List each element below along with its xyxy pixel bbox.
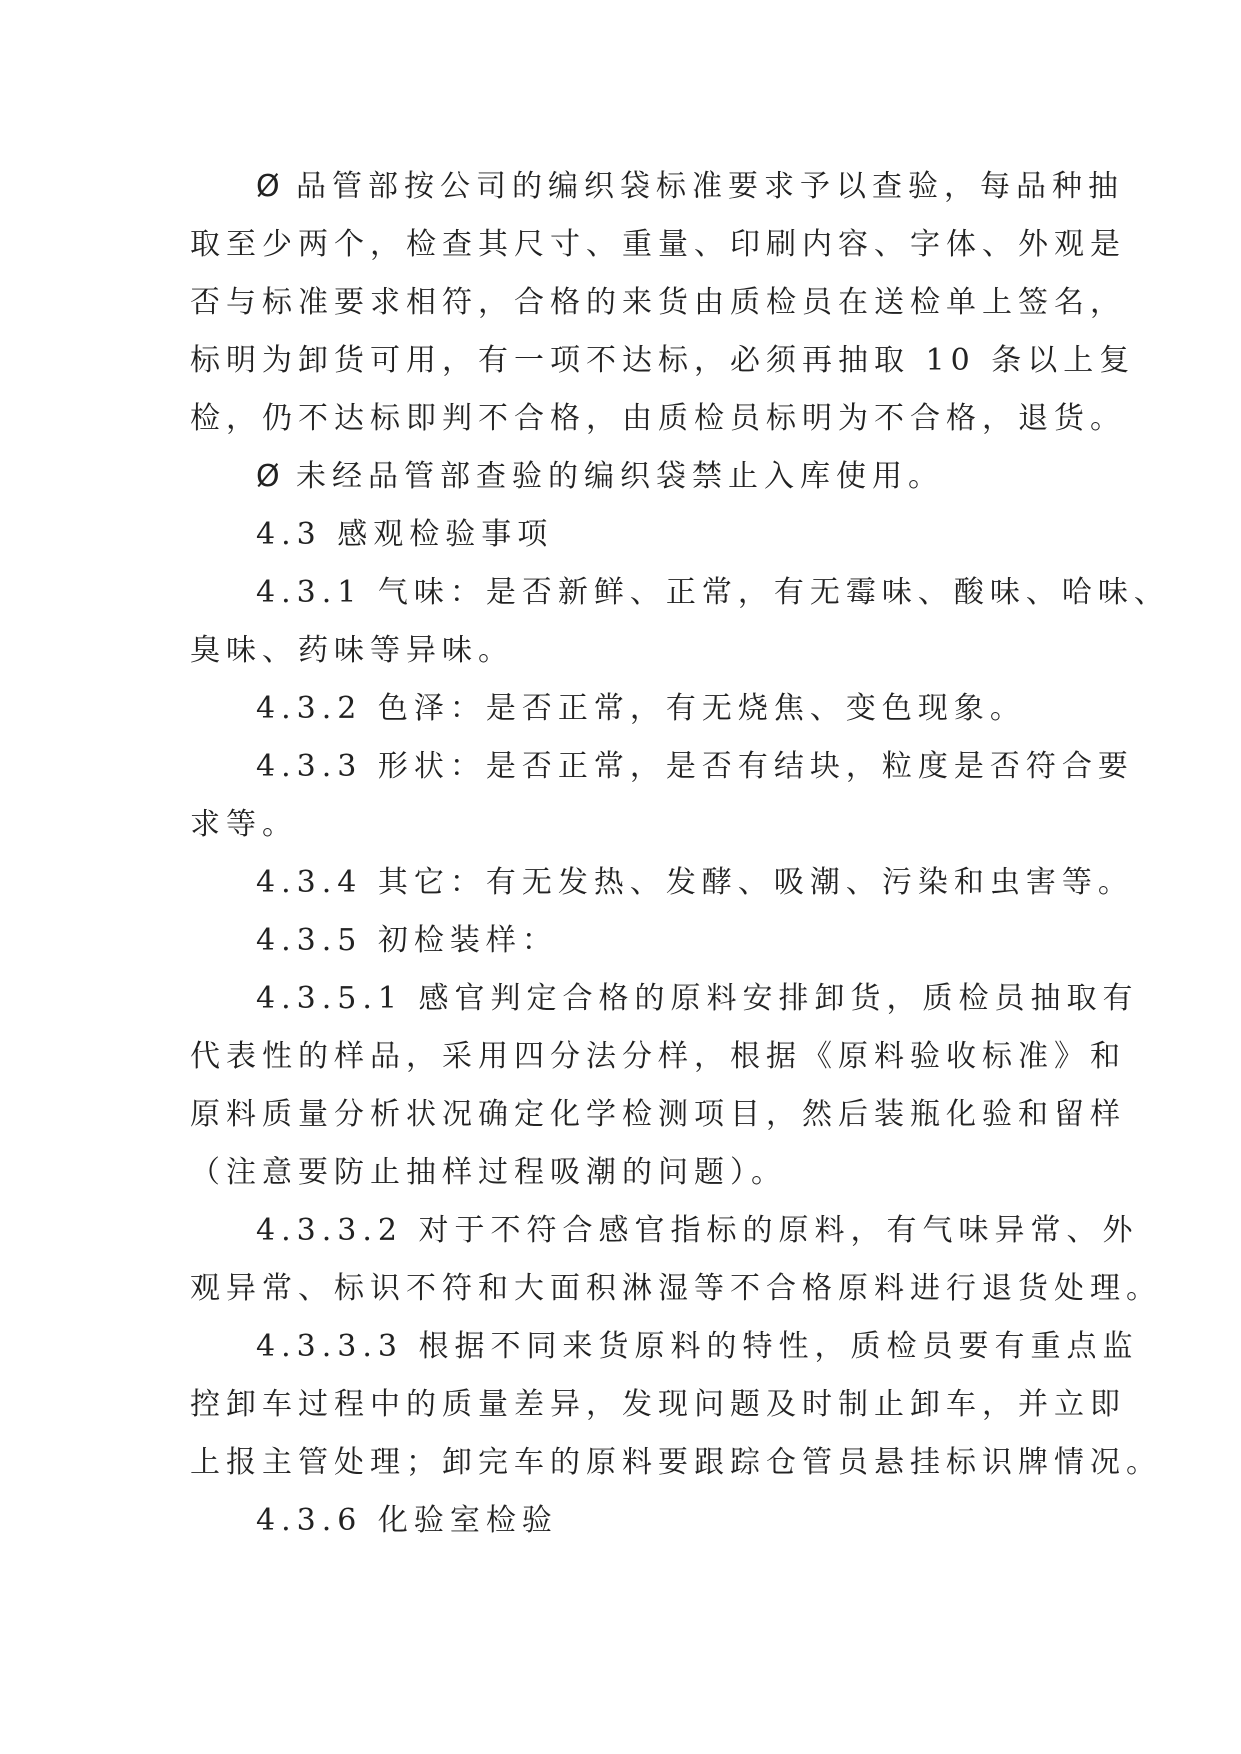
text-line: 原料质量分析状况确定化学检测项目，然后装瓶化验和留样: [190, 1097, 1126, 1132]
text-line: 4.3.2 色泽：是否正常，有无烧焦、变色现象。: [256, 691, 1026, 726]
text-line: 4.3.6 化验室检验: [256, 1503, 558, 1538]
paragraph-bullet-storage-ban: [190, 448, 1090, 506]
paragraph-4-3-2: [190, 680, 1090, 738]
text-line: 否与标准要求相符，合格的来货由质检员在送检单上签名，: [190, 285, 1126, 320]
text-line: 4.3.3.2 对于不符合感官指标的原料，有气味异常、外: [256, 1213, 1139, 1248]
text-line: 标明为卸货可用，有一项不达标，必须再抽取 10 条以上复: [190, 343, 1136, 378]
section-heading-4-3: [190, 506, 1090, 564]
text-line: 臭味、药味等异味。: [190, 633, 514, 668]
paragraph-4-3-4: [190, 854, 1134, 912]
text-line: 求等。: [190, 807, 298, 842]
paragraph-bullet-bag-inspection: [190, 158, 1136, 448]
text-line: 代表性的样品，采用四分法分样，根据《原料验收标准》和: [190, 1039, 1126, 1074]
bullet-icon: Ø: [256, 169, 286, 204]
text-line: 品管部按公司的编织袋标准要求予以查验，每品种抽: [296, 169, 1124, 204]
text-line: 4.3.3 形状：是否正常，是否有结块，粒度是否符合要: [256, 749, 1134, 784]
text-line: （注意要防止抽样过程吸潮的问题）。: [190, 1155, 787, 1190]
paragraph-4-3-3: [190, 738, 1134, 854]
bullet-icon: Ø: [256, 459, 286, 494]
text-line: 观异常、标识不符和大面积淋湿等不合格原料进行退货处理。: [190, 1271, 1162, 1306]
text-line: 4.3.3.3 根据不同来货原料的特性，质检员要有重点监: [256, 1329, 1139, 1364]
text-line: 4.3.5 初检装样：: [256, 923, 558, 958]
text-line: 控卸车过程中的质量差异，发现问题及时制止卸车，并立即: [190, 1387, 1126, 1422]
paragraph-4-3-3-3: [190, 1318, 1162, 1492]
text-line: 检，仍不达标即判不合格，由质检员标明为不合格，退货。: [190, 401, 1126, 436]
paragraph-4-3-3-2: [190, 1202, 1162, 1318]
text-line: 4.3.1 气味：是否新鲜、正常，有无霉味、酸味、哈味、: [256, 575, 1170, 610]
text-line: 上报主管处理；卸完车的原料要跟踪仓管员悬挂标识牌情况。: [190, 1445, 1162, 1480]
text-line: 4.3.5.1 感官判定合格的原料安排卸货，质检员抽取有: [256, 981, 1139, 1016]
paragraph-4-3-5-1: [190, 970, 1139, 1202]
text-line: 取至少两个，检查其尺寸、重量、印刷内容、字体、外观是: [190, 227, 1126, 262]
text-line: 4.3 感观检验事项: [256, 517, 554, 552]
document-body: [190, 158, 1170, 1550]
paragraph-4-3-6: [190, 1492, 1090, 1550]
paragraph-4-3-1: [190, 564, 1170, 680]
paragraph-4-3-5: [190, 912, 1090, 970]
text-line: 4.3.4 其它：有无发热、发酵、吸潮、污染和虫害等。: [256, 865, 1134, 900]
text-line: 未经品管部查验的编织袋禁止入库使用。: [296, 459, 944, 494]
